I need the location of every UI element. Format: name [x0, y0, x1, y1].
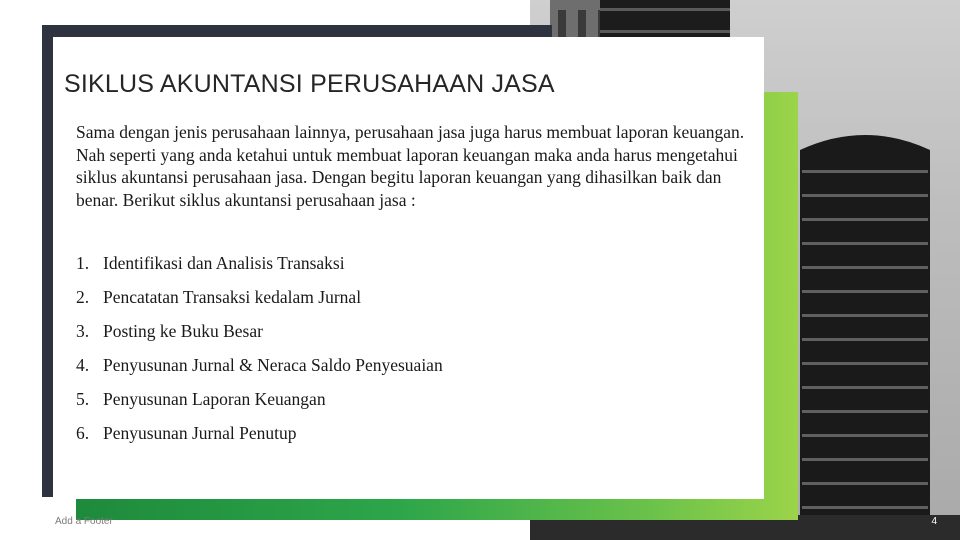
page-number: 4	[931, 516, 937, 527]
step-number: 5.	[76, 389, 90, 409]
step-text: Posting ke Buku Besar	[103, 321, 263, 341]
step-text: Penyusunan Jurnal & Neraca Saldo Penyesuaian	[103, 355, 443, 375]
list-item	[76, 354, 443, 388]
step-number: 4.	[76, 355, 90, 375]
step-number: 2.	[76, 287, 90, 307]
step-number: 3.	[76, 321, 90, 341]
list-item	[76, 388, 443, 422]
intro-paragraph: Sama dengan jenis perusahaan lainnya, perusahaan jasa juga harus membuat laporan keuangan. Nah seperti yang anda ketahui untuk membuat laporan keuangan maka anda harus mengetahui siklus akuntansi perusahaan jasa. Dengan begitu laporan keuangan yang dihasilkan baik dan benar. Berikut siklus akuntansi perusahaan jasa :	[76, 122, 745, 210]
list-item	[76, 252, 443, 286]
slide-title: SIKLUS AKUNTANSI PERUSAHAAN JASA	[64, 70, 555, 98]
list-item	[76, 320, 443, 354]
list-item	[76, 422, 443, 456]
footer-text: Add a Footer	[55, 516, 113, 527]
step-text: Pencatatan Transaksi kedalam Jurnal	[103, 287, 362, 307]
step-text: Identifikasi dan Analisis Transaksi	[103, 253, 345, 273]
step-number: 6.	[76, 423, 90, 443]
steps-list	[76, 252, 443, 456]
step-number: 1.	[76, 253, 90, 273]
step-text: Penyusunan Jurnal Penutup	[103, 423, 297, 443]
step-text: Penyusunan Laporan Keuangan	[103, 389, 326, 409]
list-item	[76, 286, 443, 320]
